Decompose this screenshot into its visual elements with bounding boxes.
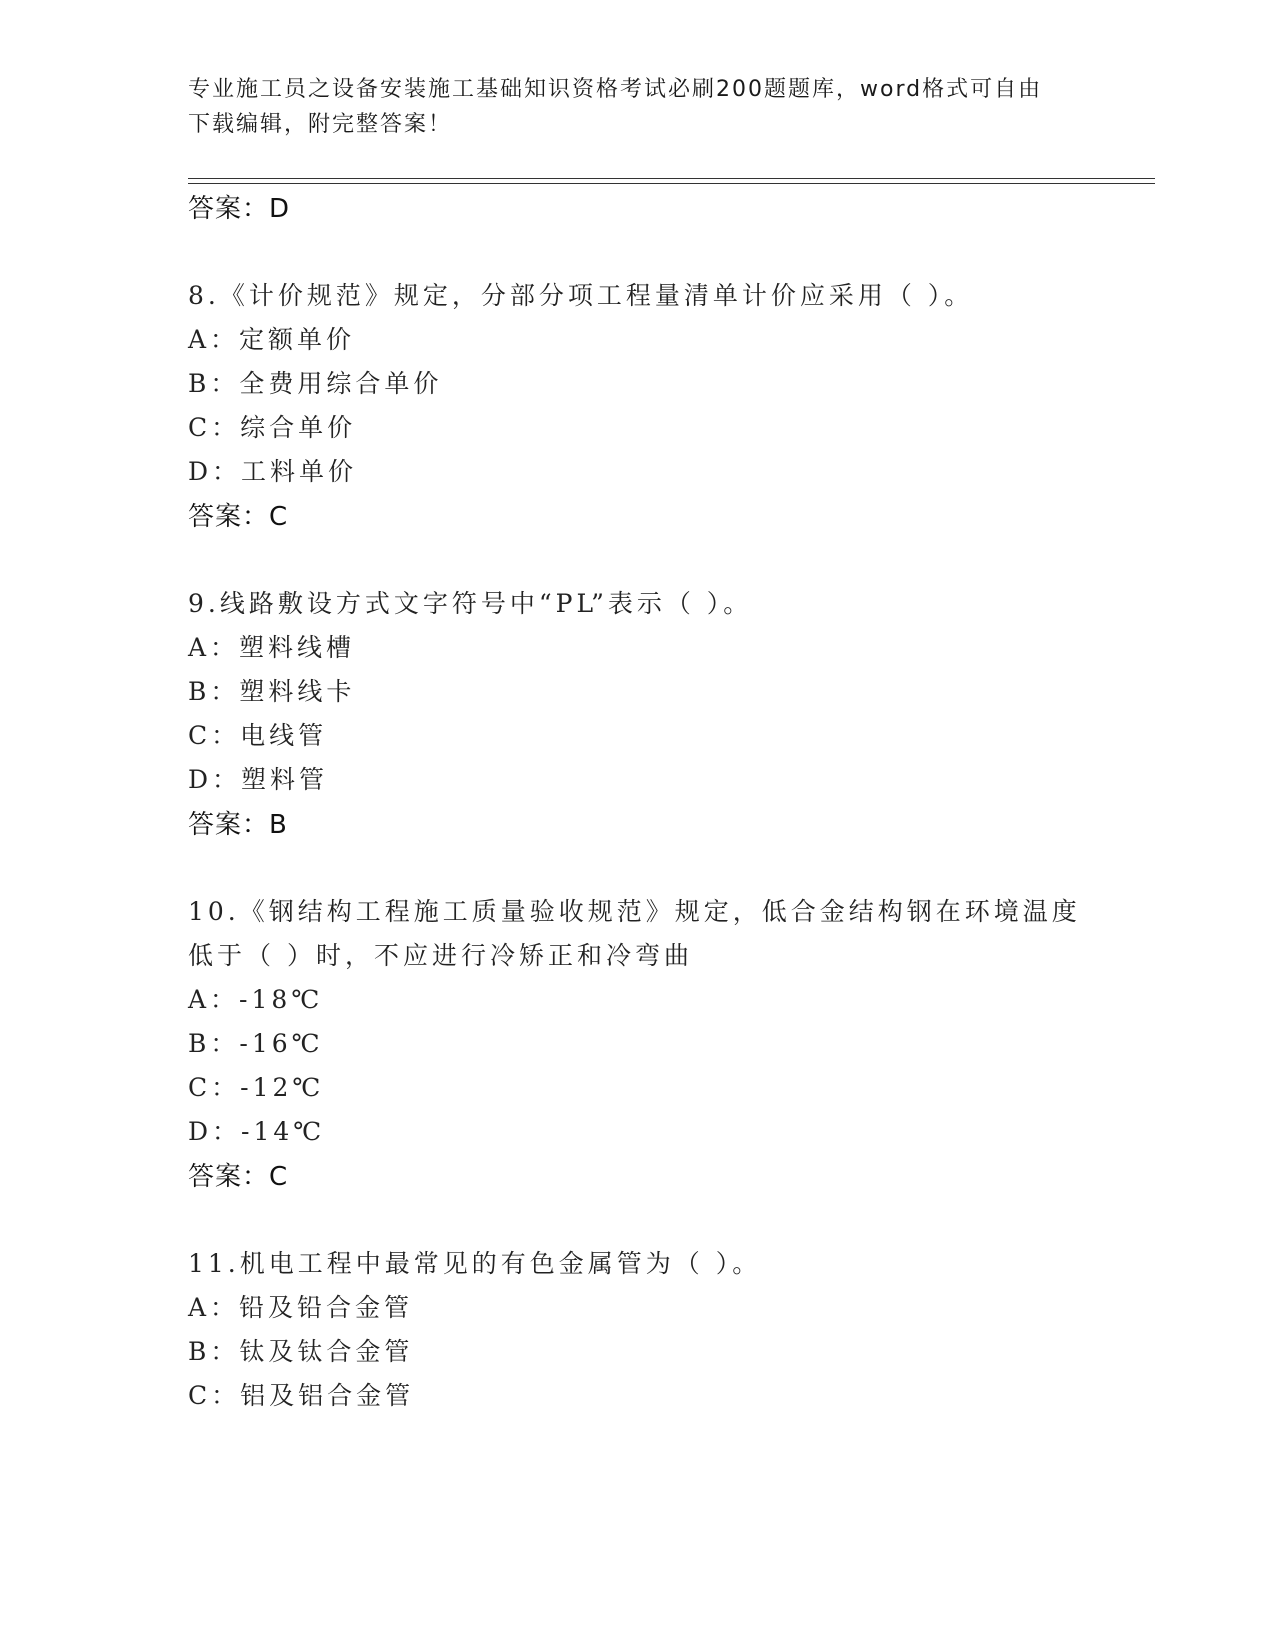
- answer-line: 答案：C: [188, 1162, 289, 1192]
- option-b: B：全费用综合单价: [188, 369, 443, 398]
- option-c: C：综合单价: [188, 413, 357, 442]
- option-a: A：-18℃: [188, 985, 324, 1014]
- option-a: A：塑料线槽: [188, 633, 356, 662]
- question-stem: 10.《钢结构工程施工质量验收规范》规定，低合金结构钢在环境温度: [188, 897, 1081, 926]
- answer-line: 答案：C: [188, 502, 289, 532]
- header-divider-thin: [188, 178, 1155, 179]
- option-b: B：钛及钛合金管: [188, 1337, 414, 1366]
- option-b: B：-16℃: [188, 1029, 324, 1058]
- question-stem: 11.机电工程中最常见的有色金属管为（ ）。: [188, 1249, 762, 1278]
- option-d: D：-14℃: [188, 1117, 326, 1146]
- header-line-1: 专业施工员之设备安装施工基础知识资格考试必刷200题题库，word格式可自由: [188, 77, 1043, 102]
- answer-line: 答案：B: [188, 810, 288, 840]
- question-stem: 9.线路敷设方式文字符号中“PL”表示（ ）。: [188, 589, 753, 618]
- option-c: C：-12℃: [188, 1073, 325, 1102]
- option-a: A：定额单价: [188, 325, 356, 354]
- question-stem-continued: 低于（ ）时，不应进行冷矫正和冷弯曲: [188, 941, 693, 970]
- option-b: B：塑料线卡: [188, 677, 356, 706]
- header-line-2: 下载编辑，附完整答案！: [188, 112, 453, 137]
- option-a: A：铅及铅合金管: [188, 1293, 414, 1322]
- option-d: D：塑料管: [188, 765, 329, 794]
- answer-line: 答案：D: [188, 194, 291, 224]
- option-c: C：电线管: [188, 721, 328, 750]
- option-d: D：工料单价: [188, 457, 358, 486]
- document-header: [188, 72, 1088, 142]
- question-stem: 8.《计价规范》规定，分部分项工程量清单计价应采用（ ）。: [188, 281, 974, 310]
- header-divider-thick: [188, 183, 1155, 184]
- option-c: C：铝及铝合金管: [188, 1381, 415, 1410]
